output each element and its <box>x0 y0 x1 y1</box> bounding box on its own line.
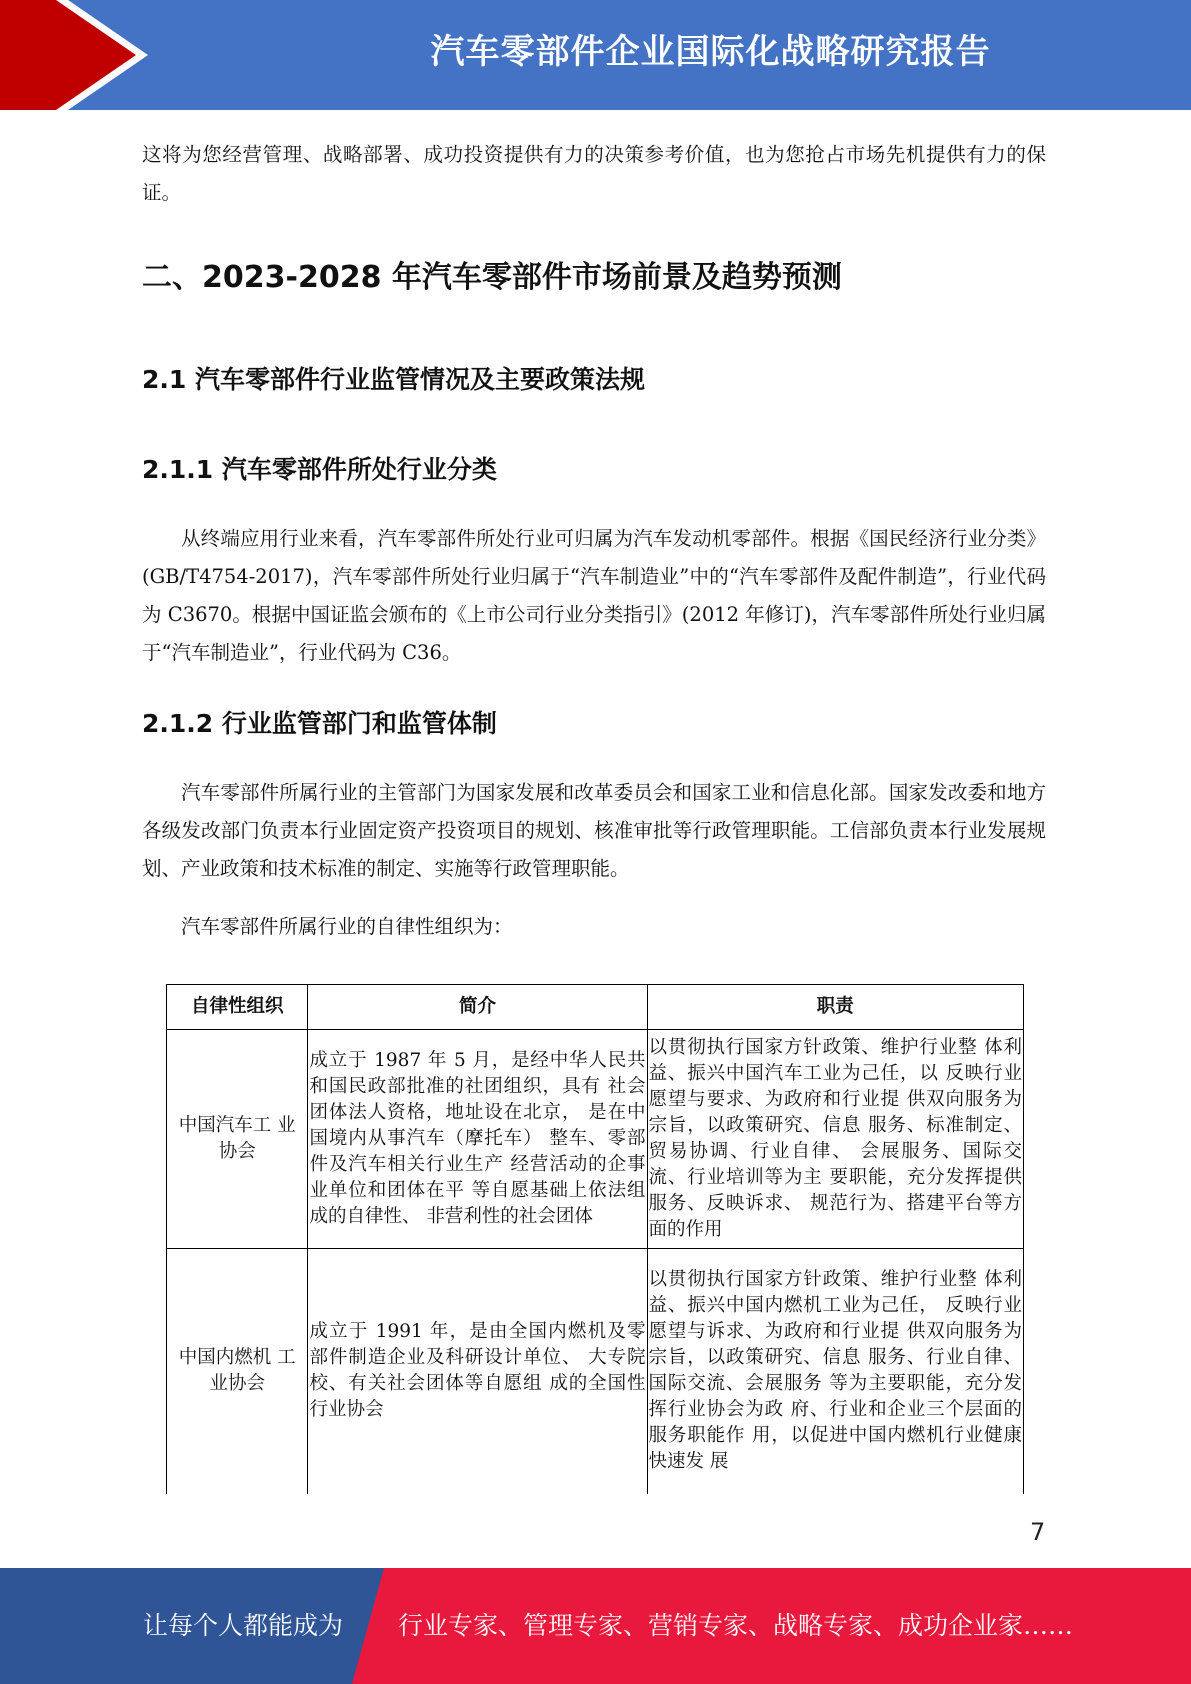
footer-slogan-right: 行业专家、管理专家、营销专家、战略专家、成功企业家…… <box>398 1611 1074 1640</box>
footer-slogan-left: 让每个人都能成为 <box>143 1611 344 1640</box>
intro-paragraph: 这将为您经营管理、战略部署、成功投资提供有力的决策参考价值，也为您抢占市场先机提供有力的保证。 <box>142 143 1046 204</box>
table-cell-org: 中国汽车工 业协会 <box>167 1030 308 1249</box>
page-number: 7 <box>1030 1518 1046 1546</box>
subsection-heading: 2.1 汽车零部件行业监管情况及主要政策法规 <box>142 365 645 394</box>
self-regulatory-org-table <box>166 984 1024 1494</box>
page-footer <box>0 1568 1191 1684</box>
header-title: 汽车零部件企业国际化战略研究报告 <box>430 32 991 72</box>
table-cell-intro: 成立于 1987 年 5 月，是经中华人民共和国民政部批准的社团组织，具有 社会团体法人资格，地址设在北京， 是在中国境内从事汽车（摩托车） 整车、零部件及汽车相关行业生产 经营活动的企事业单位和团体在平 等自愿基础上依法组成的自律性、 非营利性的社会团体 <box>308 1030 647 1249</box>
classification-paragraph: 从终端应用行业来看，汽车零部件所处行业可归属为汽车发动机零部件。根据《国民经济行业分类》(GB/T4754-2017)，汽车零部件所处行业归属于“汽车制造业”中的“汽车零部件及配件制造”，行业代码为 C3670。根据中国证监会颁布的《上市公司行业分类指引》(2012 年修订)，汽车零部件所处行业归属于“汽车制造业”，行业代码为 C36。 <box>142 527 1046 664</box>
table-header-row <box>167 985 1024 1030</box>
table-intro-text: 汽车零部件所属行业的自律性组织为： <box>181 915 513 938</box>
section-heading: 二、2023-2028 年汽车零部件市场前景及趋势预测 <box>142 260 842 295</box>
table-cell-duty: 以贯彻执行国家方针政策、维护行业整 体利益、振兴中国内燃机工业为己任， 反映行业愿望与诉求、为政府和行业提 供双向服务为宗旨，以政策研究、信息 服务、行业自律、国际交流、会展服务 等为主要职能，充分发挥行业协会为政 府、行业和企业三个层面的服务职能作 用，以促进中国内燃机行业健康快速发 展 <box>647 1249 1023 1494</box>
table-cell-duty: 以贯彻执行国家方针政策、维护行业整 体利益、振兴中国汽车工业为己任，以 反映行业愿望与要求、为政府和行业提 供双向服务为宗旨，以政策研究、信息 服务、标准制定、贸易协调、行业自律、 会展服务、国际交流、行业培训等为主 要职能，充分发挥提供服务、反映诉求、 规范行为、搭建平台等方面的作用 <box>647 1030 1023 1249</box>
regulation-paragraph: 汽车零部件所属行业的主管部门为国家发展和改革委员会和国家工业和信息化部。国家发改委和地方各级发改部门负责本行业固定资产投资项目的规划、核准审批等行政管理职能。工信部负责本行业发展规划、产业政策和技术标准的制定、实施等行政管理职能。 <box>142 781 1046 880</box>
table-header-intro: 简介 <box>308 985 647 1030</box>
table-row <box>167 1030 1024 1249</box>
table-header-duty: 职责 <box>647 985 1023 1030</box>
table-cell-org: 中国内燃机 工业协会 <box>167 1249 308 1494</box>
subsubsection-heading-classification: 2.1.1 汽车零部件所处行业分类 <box>142 455 497 484</box>
table-row <box>167 1249 1024 1494</box>
subsubsection-heading-regulation: 2.1.2 行业监管部门和监管体制 <box>142 709 497 738</box>
table-header-org: 自律性组织 <box>167 985 308 1030</box>
page-header <box>0 0 1191 110</box>
table-cell-intro: 成立于 1991 年，是由全国内燃机及零部件制造企业及科研设计单位、 大专院校、有关社会团体等自愿组 成的全国性行业协会 <box>308 1249 647 1494</box>
